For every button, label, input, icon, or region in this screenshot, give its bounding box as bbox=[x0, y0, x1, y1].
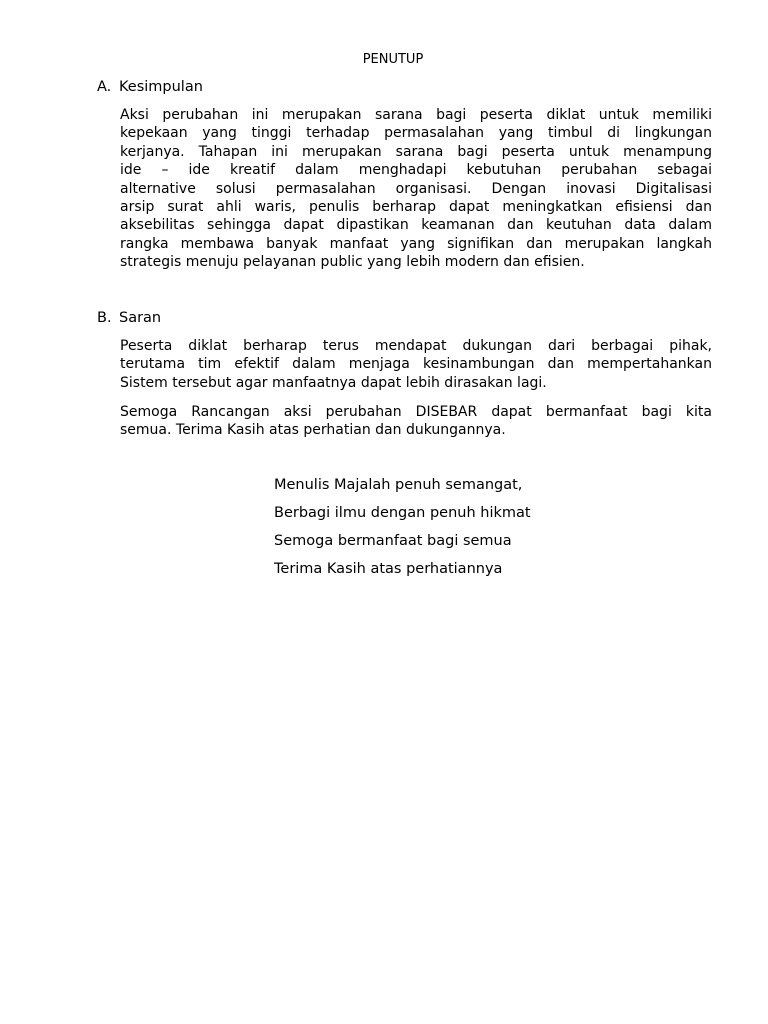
section-b-title: Saran bbox=[119, 310, 162, 326]
section-b-marker: B. bbox=[97, 310, 112, 326]
paragraph-line: Semoga Rancangan aksi perubahan DISEBAR dapat bermanfaat bagi kita bbox=[120, 404, 712, 420]
paragraph-line: kerjanya. Tahapan ini merupakan sarana bagi peserta untuk menampung bbox=[120, 143, 712, 160]
closing-verse bbox=[274, 476, 531, 588]
paragraph-line: rangka membawa banyak manfaat yang signifikan dan merupakan langkah bbox=[120, 235, 712, 252]
conclusion-paragraph bbox=[120, 106, 712, 272]
verse-line: Semoga bermanfaat bagi semua bbox=[274, 533, 512, 549]
paragraph-line: semua. Terima Kasih atas perhatian dan dukungannya. bbox=[120, 422, 506, 439]
verse-line: Terima Kasih atas perhatiannya bbox=[274, 561, 503, 577]
page-title: PENUTUP bbox=[362, 52, 424, 67]
verse-line: Menulis Majalah penuh semangat, bbox=[274, 477, 523, 493]
paragraph-line: Aksi perubahan ini merupakan sarana bagi peserta diklat untuk memiliki bbox=[120, 107, 712, 123]
section-a-title: Kesimpulan bbox=[119, 79, 203, 95]
paragraph-line: arsip surat ahli waris, penulis berharap dapat meningkatkan efisiensi dan bbox=[120, 199, 712, 216]
paragraph-line: kepekaan yang tinggi terhadap permasalahan yang timbul di lingkungan bbox=[120, 125, 712, 142]
suggestion-paragraph bbox=[120, 337, 712, 392]
paragraph-line: terutama tim efektif dalam menjaga kesinambungan dan mempertahankan bbox=[120, 356, 712, 373]
section-a-heading bbox=[97, 78, 203, 96]
section-a-marker: A. bbox=[97, 79, 112, 95]
paragraph-line: Sistem tersebut agar manfaatnya dapat lebih dirasakan lagi. bbox=[120, 374, 547, 391]
section-b-heading bbox=[97, 309, 161, 327]
closing-paragraph bbox=[120, 403, 712, 440]
paragraph-line: ide – ide kreatif dalam menghadapi kebutuhan perubahan sebagai bbox=[120, 162, 712, 179]
verse-line: Berbagi ilmu dengan penuh hikmat bbox=[274, 505, 531, 521]
paragraph-line: alternative solusi permasalahan organisasi. Dengan inovasi Digitalisasi bbox=[120, 180, 712, 197]
paragraph-line: strategis menuju pelayanan public yang lebih modern dan efisien. bbox=[120, 254, 585, 271]
paragraph-line: aksebilitas sehingga dapat dipastikan keamanan dan keutuhan data dalam bbox=[120, 217, 712, 234]
paragraph-line: Peserta diklat berharap terus mendapat dukungan dari berbagai pihak, bbox=[120, 338, 712, 354]
